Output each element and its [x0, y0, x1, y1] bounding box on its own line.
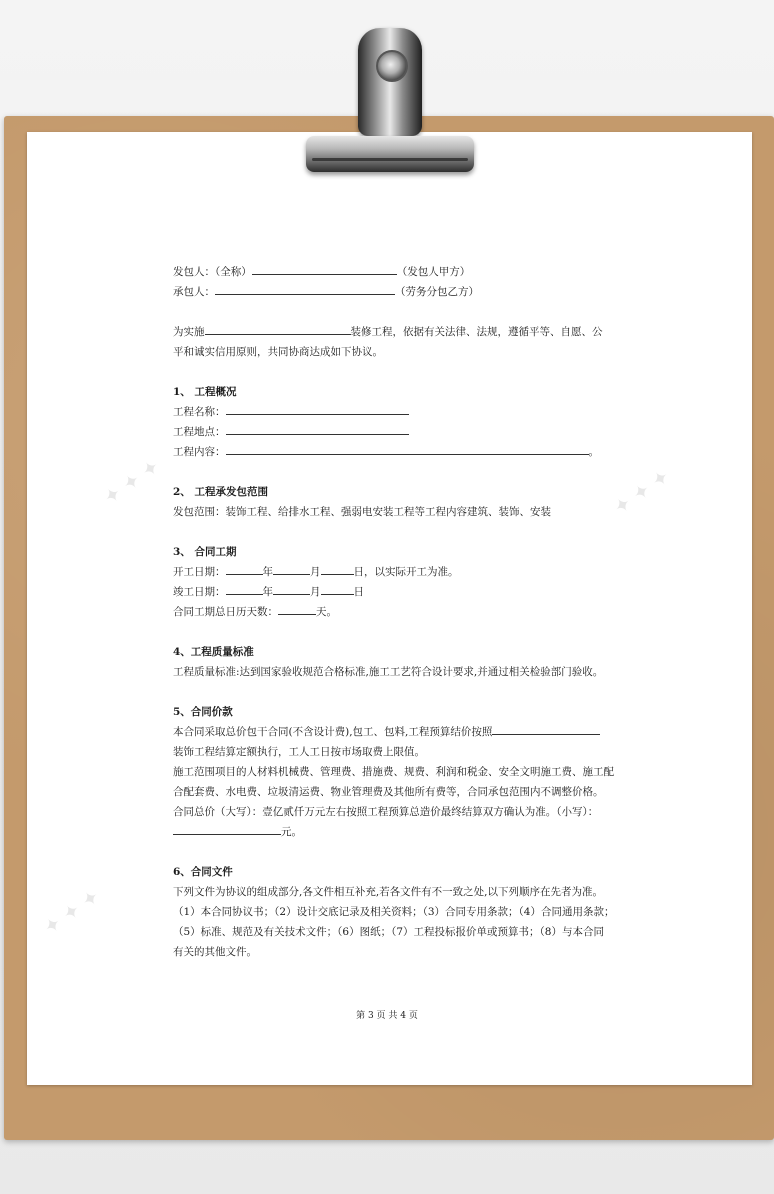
docs-line-1: 下列文件为协议的组成部分,各文件相互补充,若各文件有不一致之处,以下列顺序在先者为准。: [173, 886, 604, 898]
watermark-right: ✦ ✦ ✦: [608, 464, 675, 520]
section-6-title: 6、合同文件: [173, 866, 233, 878]
project-name-blank[interactable]: [226, 402, 409, 415]
docs-line-2: （1）本合同协议书；（2）设计交底记录及相关资料；（3）合同专用条款；（4）合同通用条款；: [173, 906, 615, 918]
project-name-line: 工程名称：: [173, 402, 613, 422]
watermark-left: ✦ ✦ ✦: [98, 454, 165, 510]
project-content-blank[interactable]: [226, 442, 589, 455]
section-3-title: 3、 合同工期: [173, 546, 237, 558]
finish-date-line: 竣工日期： 年 月 日: [173, 582, 613, 602]
total-days-line: 合同工期总日历天数： 天。: [173, 602, 613, 622]
total-days-blank[interactable]: [278, 602, 316, 615]
clip-edge: [312, 158, 468, 161]
clip-hole-icon: [376, 50, 408, 82]
docs-line-4: 有关的其他文件。: [173, 946, 257, 958]
start-month-blank[interactable]: [273, 562, 310, 575]
finish-day-blank[interactable]: [321, 582, 354, 595]
price-line-5: 合同总价（大写）：壹亿贰仟万元左右按照工程预算总造价最终结算双方确认为准。（小写）：: [173, 806, 599, 818]
section-4-title: 4、工程质量标准: [173, 646, 254, 658]
amount-blank[interactable]: [173, 822, 281, 835]
project-location-line: 工程地点：: [173, 422, 613, 442]
party-a-blank[interactable]: [252, 262, 397, 275]
intro-line-1: 为实施 装修工程，依据有关法律、法规，遵循平等、自愿、公: [173, 322, 613, 342]
finish-month-blank[interactable]: [273, 582, 310, 595]
section-2-title: 2、 工程承发包范围: [173, 486, 268, 498]
page-number: 第 3 页 共 4 页: [356, 1011, 418, 1021]
quality-line: 工程质量标准:达到国家验收规范合格标准,施工工艺符合设计要求,并通过相关检验部门验收。: [173, 666, 604, 678]
finish-year-blank[interactable]: [226, 582, 263, 595]
project-content-line: 工程内容： 。: [173, 442, 613, 462]
budget-blank[interactable]: [492, 722, 600, 735]
start-year-blank[interactable]: [226, 562, 263, 575]
start-date-line: 开工日期： 年 月 日，以实际开工为准。: [173, 562, 613, 582]
section-5-title: 5、合同价款: [173, 706, 233, 718]
price-line-2: 装饰工程结算定额执行，工人工日按市场取费上限值。: [173, 746, 425, 758]
watermark-bottom-left: ✦ ✦ ✦: [38, 884, 105, 940]
intro-line-2: 平和诚实信用原则，共同协商达成如下协议。: [173, 346, 383, 358]
contract-body: [173, 262, 613, 962]
project-location-blank[interactable]: [226, 422, 409, 435]
docs-line-3: （5）标准、规范及有关技术文件；（6）图纸；（7）工程投标报价单或预算书；（8）与本合同: [173, 926, 604, 938]
party-b-line: 承包人： （劳务分包乙方）: [173, 282, 613, 302]
price-line-3: 施工范围项目的人材料机械费、管理费、措施费、规费、利润和税金、安全文明施工费、施工配: [173, 766, 614, 778]
section-1-title: 1、 工程概况: [173, 386, 237, 398]
price-line-4: 合配套费、水电费、垃圾清运费、物业管理费及其他所有费等，合同承包范围内不调整价格。: [173, 786, 604, 798]
binder-clip-icon: [358, 28, 422, 136]
project-blank[interactable]: [205, 322, 351, 335]
party-a-line: 发包人：（全称） （发包人甲方）: [173, 262, 613, 282]
price-line-1: 本合同采取总价包干合同(不含设计费),包工、包料,工程预算结价按照: [173, 722, 613, 742]
clip-base-icon: [306, 136, 474, 172]
scope-line: 发包范围：装饰工程、给排水工程、强弱电安装工程等工程内容建筑、装饰、安装: [173, 506, 551, 518]
start-day-blank[interactable]: [321, 562, 354, 575]
price-line-6: 元。: [173, 822, 613, 842]
party-b-blank[interactable]: [215, 282, 395, 295]
